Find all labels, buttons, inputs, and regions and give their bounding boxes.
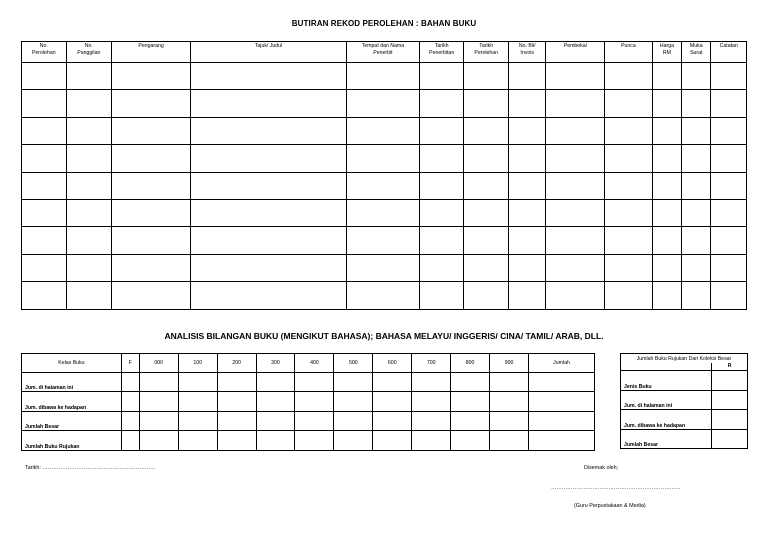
- table-cell[interactable]: [347, 117, 420, 144]
- analysis-cell[interactable]: [334, 431, 373, 451]
- table-cell[interactable]: [419, 117, 464, 144]
- analysis-row: [22, 392, 595, 412]
- table-cell[interactable]: [347, 254, 420, 281]
- table-cell[interactable]: [508, 227, 545, 254]
- signature-line: ………………………………………………………………: [551, 485, 681, 491]
- table-cell[interactable]: [66, 90, 112, 117]
- analysis-cell[interactable]: [217, 431, 256, 451]
- table-cell[interactable]: [191, 117, 347, 144]
- table-cell[interactable]: [508, 282, 545, 309]
- table-cell[interactable]: [191, 63, 347, 90]
- table-cell[interactable]: [508, 172, 545, 199]
- table-cell[interactable]: [464, 63, 509, 90]
- table-cell[interactable]: [605, 90, 653, 117]
- table-cell[interactable]: [711, 282, 747, 309]
- analysis-cell[interactable]: [121, 392, 139, 412]
- table-cell[interactable]: [464, 172, 509, 199]
- column-header: Tempat dan Nama Penerbit: [347, 42, 420, 63]
- column-header: Pengarang: [112, 42, 191, 63]
- table-cell[interactable]: [711, 145, 747, 172]
- analysis-cell[interactable]: [490, 392, 529, 412]
- table-cell[interactable]: [347, 227, 420, 254]
- table-cell[interactable]: [191, 199, 347, 226]
- table-cell[interactable]: [347, 172, 420, 199]
- reference-cell[interactable]: [712, 410, 748, 430]
- table-cell[interactable]: [711, 227, 747, 254]
- table-cell[interactable]: [652, 199, 681, 226]
- analysis-cell[interactable]: [178, 372, 217, 392]
- analysis-cell[interactable]: [334, 372, 373, 392]
- table-row: [22, 227, 747, 254]
- analysis-column-header: 700: [412, 354, 451, 373]
- analysis-header-row: [22, 354, 595, 373]
- table-cell[interactable]: [652, 90, 681, 117]
- analysis-column-header: 800: [451, 354, 490, 373]
- table-cell[interactable]: [66, 63, 112, 90]
- analysis-column-header: 400: [295, 354, 334, 373]
- analysis-cell[interactable]: [217, 392, 256, 412]
- reference-table-header: Jumlah Buku Rujukan Dari Koleksi Besar: [621, 354, 748, 364]
- table-cell[interactable]: [347, 90, 420, 117]
- reference-cell[interactable]: [712, 371, 748, 391]
- table-cell[interactable]: [711, 254, 747, 281]
- table-cell[interactable]: [546, 227, 605, 254]
- table-cell[interactable]: [66, 172, 112, 199]
- table-cell[interactable]: [191, 282, 347, 309]
- table-cell[interactable]: [22, 227, 67, 254]
- table-cell[interactable]: [682, 63, 711, 90]
- table-cell[interactable]: [191, 172, 347, 199]
- page-title: BUTIRAN REKOD PEROLEHAN : BAHAN BUKU: [291, 19, 477, 28]
- analysis-cell[interactable]: [256, 411, 295, 431]
- table-cell[interactable]: [682, 145, 711, 172]
- table-cell[interactable]: [546, 282, 605, 309]
- table-cell[interactable]: [711, 63, 747, 90]
- analysis-row: [22, 431, 595, 451]
- table-cell[interactable]: [605, 172, 653, 199]
- acquisition-record-table: [21, 41, 747, 310]
- table-cell[interactable]: [682, 254, 711, 281]
- table-cell[interactable]: [652, 282, 681, 309]
- table-cell[interactable]: [22, 63, 67, 90]
- table-cell[interactable]: [605, 145, 653, 172]
- column-header: Muka Surat: [682, 42, 711, 63]
- reference-row: [621, 429, 748, 449]
- column-header: Tarikh Perolehan: [464, 42, 509, 63]
- table-cell[interactable]: [419, 199, 464, 226]
- analysis-cell[interactable]: [121, 431, 139, 451]
- table-cell[interactable]: [347, 199, 420, 226]
- table-cell[interactable]: [546, 254, 605, 281]
- table-cell[interactable]: [191, 90, 347, 117]
- table-cell[interactable]: [546, 172, 605, 199]
- table-cell[interactable]: [546, 90, 605, 117]
- analysis-cell[interactable]: [373, 372, 412, 392]
- analysis-row: [22, 372, 595, 392]
- analysis-cell[interactable]: [139, 372, 178, 392]
- table-row: [22, 145, 747, 172]
- analysis-title: ANALISIS BILANGAN BUKU (MENGIKUT BAHASA); BAHASA MELAYU/ INGGERIS/ CINA/ TAMIL/ ARAB, DLL.: [164, 331, 604, 341]
- analysis-cell[interactable]: [217, 372, 256, 392]
- table-cell[interactable]: [22, 145, 67, 172]
- table-row: [22, 254, 747, 281]
- analysis-column-header: Kelas Buku: [22, 354, 122, 373]
- table-cell[interactable]: [66, 254, 112, 281]
- analysis-cell[interactable]: [412, 372, 451, 392]
- table-cell[interactable]: [22, 90, 67, 117]
- table-cell[interactable]: [652, 254, 681, 281]
- table-cell[interactable]: [464, 90, 509, 117]
- reference-books-table: [620, 353, 748, 449]
- table-cell[interactable]: [22, 254, 67, 281]
- analysis-column-header: 100: [178, 354, 217, 373]
- table-cell[interactable]: [347, 282, 420, 309]
- analysis-cell[interactable]: [178, 411, 217, 431]
- analysis-cell[interactable]: [451, 411, 490, 431]
- table-cell[interactable]: [605, 227, 653, 254]
- analysis-column-header: 900: [490, 354, 529, 373]
- table-cell[interactable]: [711, 90, 747, 117]
- table-cell[interactable]: [22, 172, 67, 199]
- reference-row: [621, 371, 748, 391]
- table-cell[interactable]: [419, 172, 464, 199]
- table-cell[interactable]: [682, 172, 711, 199]
- analysis-cell[interactable]: [139, 431, 178, 451]
- table-row: [22, 199, 747, 226]
- table-cell[interactable]: [112, 63, 191, 90]
- table-cell[interactable]: [112, 117, 191, 144]
- analysis-column-header: 600: [373, 354, 412, 373]
- table-cell[interactable]: [508, 254, 545, 281]
- table-cell[interactable]: [464, 254, 509, 281]
- analysis-cell[interactable]: [490, 431, 529, 451]
- table-cell[interactable]: [605, 63, 653, 90]
- table-cell[interactable]: [419, 227, 464, 254]
- analysis-cell[interactable]: [139, 411, 178, 431]
- table-cell[interactable]: [112, 199, 191, 226]
- table-cell[interactable]: [711, 199, 747, 226]
- table-cell[interactable]: [112, 254, 191, 281]
- table-cell[interactable]: [191, 145, 347, 172]
- analysis-cell[interactable]: [528, 392, 594, 412]
- analysis-column-header: 000: [139, 354, 178, 373]
- table-cell[interactable]: [464, 199, 509, 226]
- analysis-cell[interactable]: [295, 431, 334, 451]
- analysis-column-header: 300: [256, 354, 295, 373]
- analysis-column-header: 200: [217, 354, 256, 373]
- reference-row-label: Jenis Buku: [621, 371, 712, 391]
- analysis-cell[interactable]: [528, 431, 594, 451]
- table-cell[interactable]: [546, 199, 605, 226]
- column-header: Catatan: [711, 42, 747, 63]
- analysis-cell[interactable]: [412, 431, 451, 451]
- table-cell[interactable]: [682, 227, 711, 254]
- table-cell[interactable]: [464, 117, 509, 144]
- reference-r-label: R: [712, 363, 748, 371]
- table-cell[interactable]: [682, 199, 711, 226]
- reference-row-label: Jum. di halaman ini: [621, 390, 712, 410]
- signatory-role: (Guru Perpustakaan & Media): [574, 503, 646, 509]
- table-cell[interactable]: [652, 63, 681, 90]
- analysis-row-label: Jum. di halaman ini: [22, 372, 122, 392]
- reference-row: [621, 410, 748, 430]
- analysis-cell[interactable]: [256, 431, 295, 451]
- table-cell[interactable]: [464, 227, 509, 254]
- analysis-row-label: Jumlah Besar: [22, 411, 122, 431]
- reference-row: [621, 390, 748, 410]
- table-cell[interactable]: [419, 282, 464, 309]
- reference-cell[interactable]: [712, 390, 748, 410]
- table-cell[interactable]: [464, 282, 509, 309]
- table-cell[interactable]: [66, 282, 112, 309]
- table-cell[interactable]: [112, 227, 191, 254]
- analysis-cell[interactable]: [256, 392, 295, 412]
- table-cell[interactable]: [508, 117, 545, 144]
- table-row: [22, 90, 747, 117]
- table-cell[interactable]: [22, 117, 67, 144]
- table-cell[interactable]: [508, 145, 545, 172]
- table-cell[interactable]: [652, 117, 681, 144]
- column-header: Tajuk/ Judul: [191, 42, 347, 63]
- analysis-cell[interactable]: [528, 372, 594, 392]
- analysis-cell[interactable]: [295, 411, 334, 431]
- table-cell[interactable]: [112, 172, 191, 199]
- column-header: No. Perolehan: [22, 42, 67, 63]
- table-cell[interactable]: [711, 172, 747, 199]
- analysis-cell[interactable]: [121, 411, 139, 431]
- table-cell[interactable]: [419, 254, 464, 281]
- table-cell[interactable]: [652, 227, 681, 254]
- table-cell[interactable]: [464, 145, 509, 172]
- table-cell[interactable]: [191, 227, 347, 254]
- table-cell[interactable]: [682, 90, 711, 117]
- analysis-cell[interactable]: [412, 411, 451, 431]
- column-header: Harga RM: [652, 42, 681, 63]
- table-cell[interactable]: [66, 227, 112, 254]
- table-cell[interactable]: [112, 282, 191, 309]
- table-cell[interactable]: [66, 199, 112, 226]
- analysis-cell[interactable]: [373, 431, 412, 451]
- column-header: No. Panggilan: [66, 42, 112, 63]
- analysis-cell[interactable]: [451, 392, 490, 412]
- column-header: Pembekal: [546, 42, 605, 63]
- table-cell[interactable]: [546, 117, 605, 144]
- analysis-cell[interactable]: [412, 392, 451, 412]
- table-cell[interactable]: [711, 117, 747, 144]
- analysis-row: [22, 411, 595, 431]
- analysis-row-label: Jumlah Buku Rujukan: [22, 431, 122, 451]
- table-cell[interactable]: [605, 117, 653, 144]
- table-cell[interactable]: [191, 254, 347, 281]
- table-cell[interactable]: [652, 145, 681, 172]
- analysis-cell[interactable]: [295, 392, 334, 412]
- table-cell[interactable]: [508, 90, 545, 117]
- analysis-cell[interactable]: [490, 411, 529, 431]
- table-cell[interactable]: [546, 145, 605, 172]
- analysis-cell[interactable]: [178, 431, 217, 451]
- analysis-cell[interactable]: [528, 411, 594, 431]
- analysis-column-header: Jumlah: [528, 354, 594, 373]
- table-cell[interactable]: [347, 63, 420, 90]
- table-cell[interactable]: [419, 145, 464, 172]
- analysis-cell[interactable]: [451, 372, 490, 392]
- analysis-cell[interactable]: [139, 392, 178, 412]
- table-cell[interactable]: [347, 145, 420, 172]
- table-cell[interactable]: [605, 282, 653, 309]
- column-header: Tarikh Penerbitan: [419, 42, 464, 63]
- analysis-row-label: Jum. dibawa ke hadapan: [22, 392, 122, 412]
- analysis-cell[interactable]: [373, 392, 412, 412]
- analysis-column-header: 500: [334, 354, 373, 373]
- analysis-cell[interactable]: [295, 372, 334, 392]
- analysis-cell[interactable]: [451, 431, 490, 451]
- table-cell[interactable]: [112, 90, 191, 117]
- analysis-cell[interactable]: [373, 411, 412, 431]
- analysis-cell[interactable]: [178, 392, 217, 412]
- date-field: Tarikh: ………………………………………………………: [25, 465, 156, 471]
- analysis-cell[interactable]: [334, 411, 373, 431]
- table-cell[interactable]: [546, 63, 605, 90]
- table-cell[interactable]: [682, 117, 711, 144]
- table-row: [22, 117, 747, 144]
- reference-cell[interactable]: [712, 429, 748, 449]
- analysis-cell[interactable]: [490, 372, 529, 392]
- reference-row-label: Jum. dibawa ke hadapan: [621, 410, 712, 430]
- table-row: [22, 282, 747, 309]
- table-cell[interactable]: [682, 282, 711, 309]
- book-count-analysis-table: [21, 353, 595, 451]
- table-cell[interactable]: [508, 63, 545, 90]
- table-cell[interactable]: [66, 117, 112, 144]
- table-row: [22, 63, 747, 90]
- reference-row-label: Jumlah Besar: [621, 429, 712, 449]
- table-cell[interactable]: [66, 145, 112, 172]
- analysis-cell[interactable]: [256, 372, 295, 392]
- analysis-cell[interactable]: [121, 372, 139, 392]
- column-header: No. Bil/ Invois: [508, 42, 545, 63]
- analysis-cell[interactable]: [334, 392, 373, 412]
- table-cell[interactable]: [605, 199, 653, 226]
- column-header: Punca: [605, 42, 653, 63]
- analysis-cell[interactable]: [217, 411, 256, 431]
- table-cell[interactable]: [605, 254, 653, 281]
- table-row: [22, 172, 747, 199]
- table-cell[interactable]: [22, 282, 67, 309]
- checked-by-label: Disemak oleh;: [584, 465, 619, 471]
- table-cell[interactable]: [508, 199, 545, 226]
- analysis-column-header: F: [121, 354, 139, 373]
- table-cell[interactable]: [652, 172, 681, 199]
- table-cell[interactable]: [419, 90, 464, 117]
- table-cell[interactable]: [22, 199, 67, 226]
- table-cell[interactable]: [112, 145, 191, 172]
- table-cell[interactable]: [419, 63, 464, 90]
